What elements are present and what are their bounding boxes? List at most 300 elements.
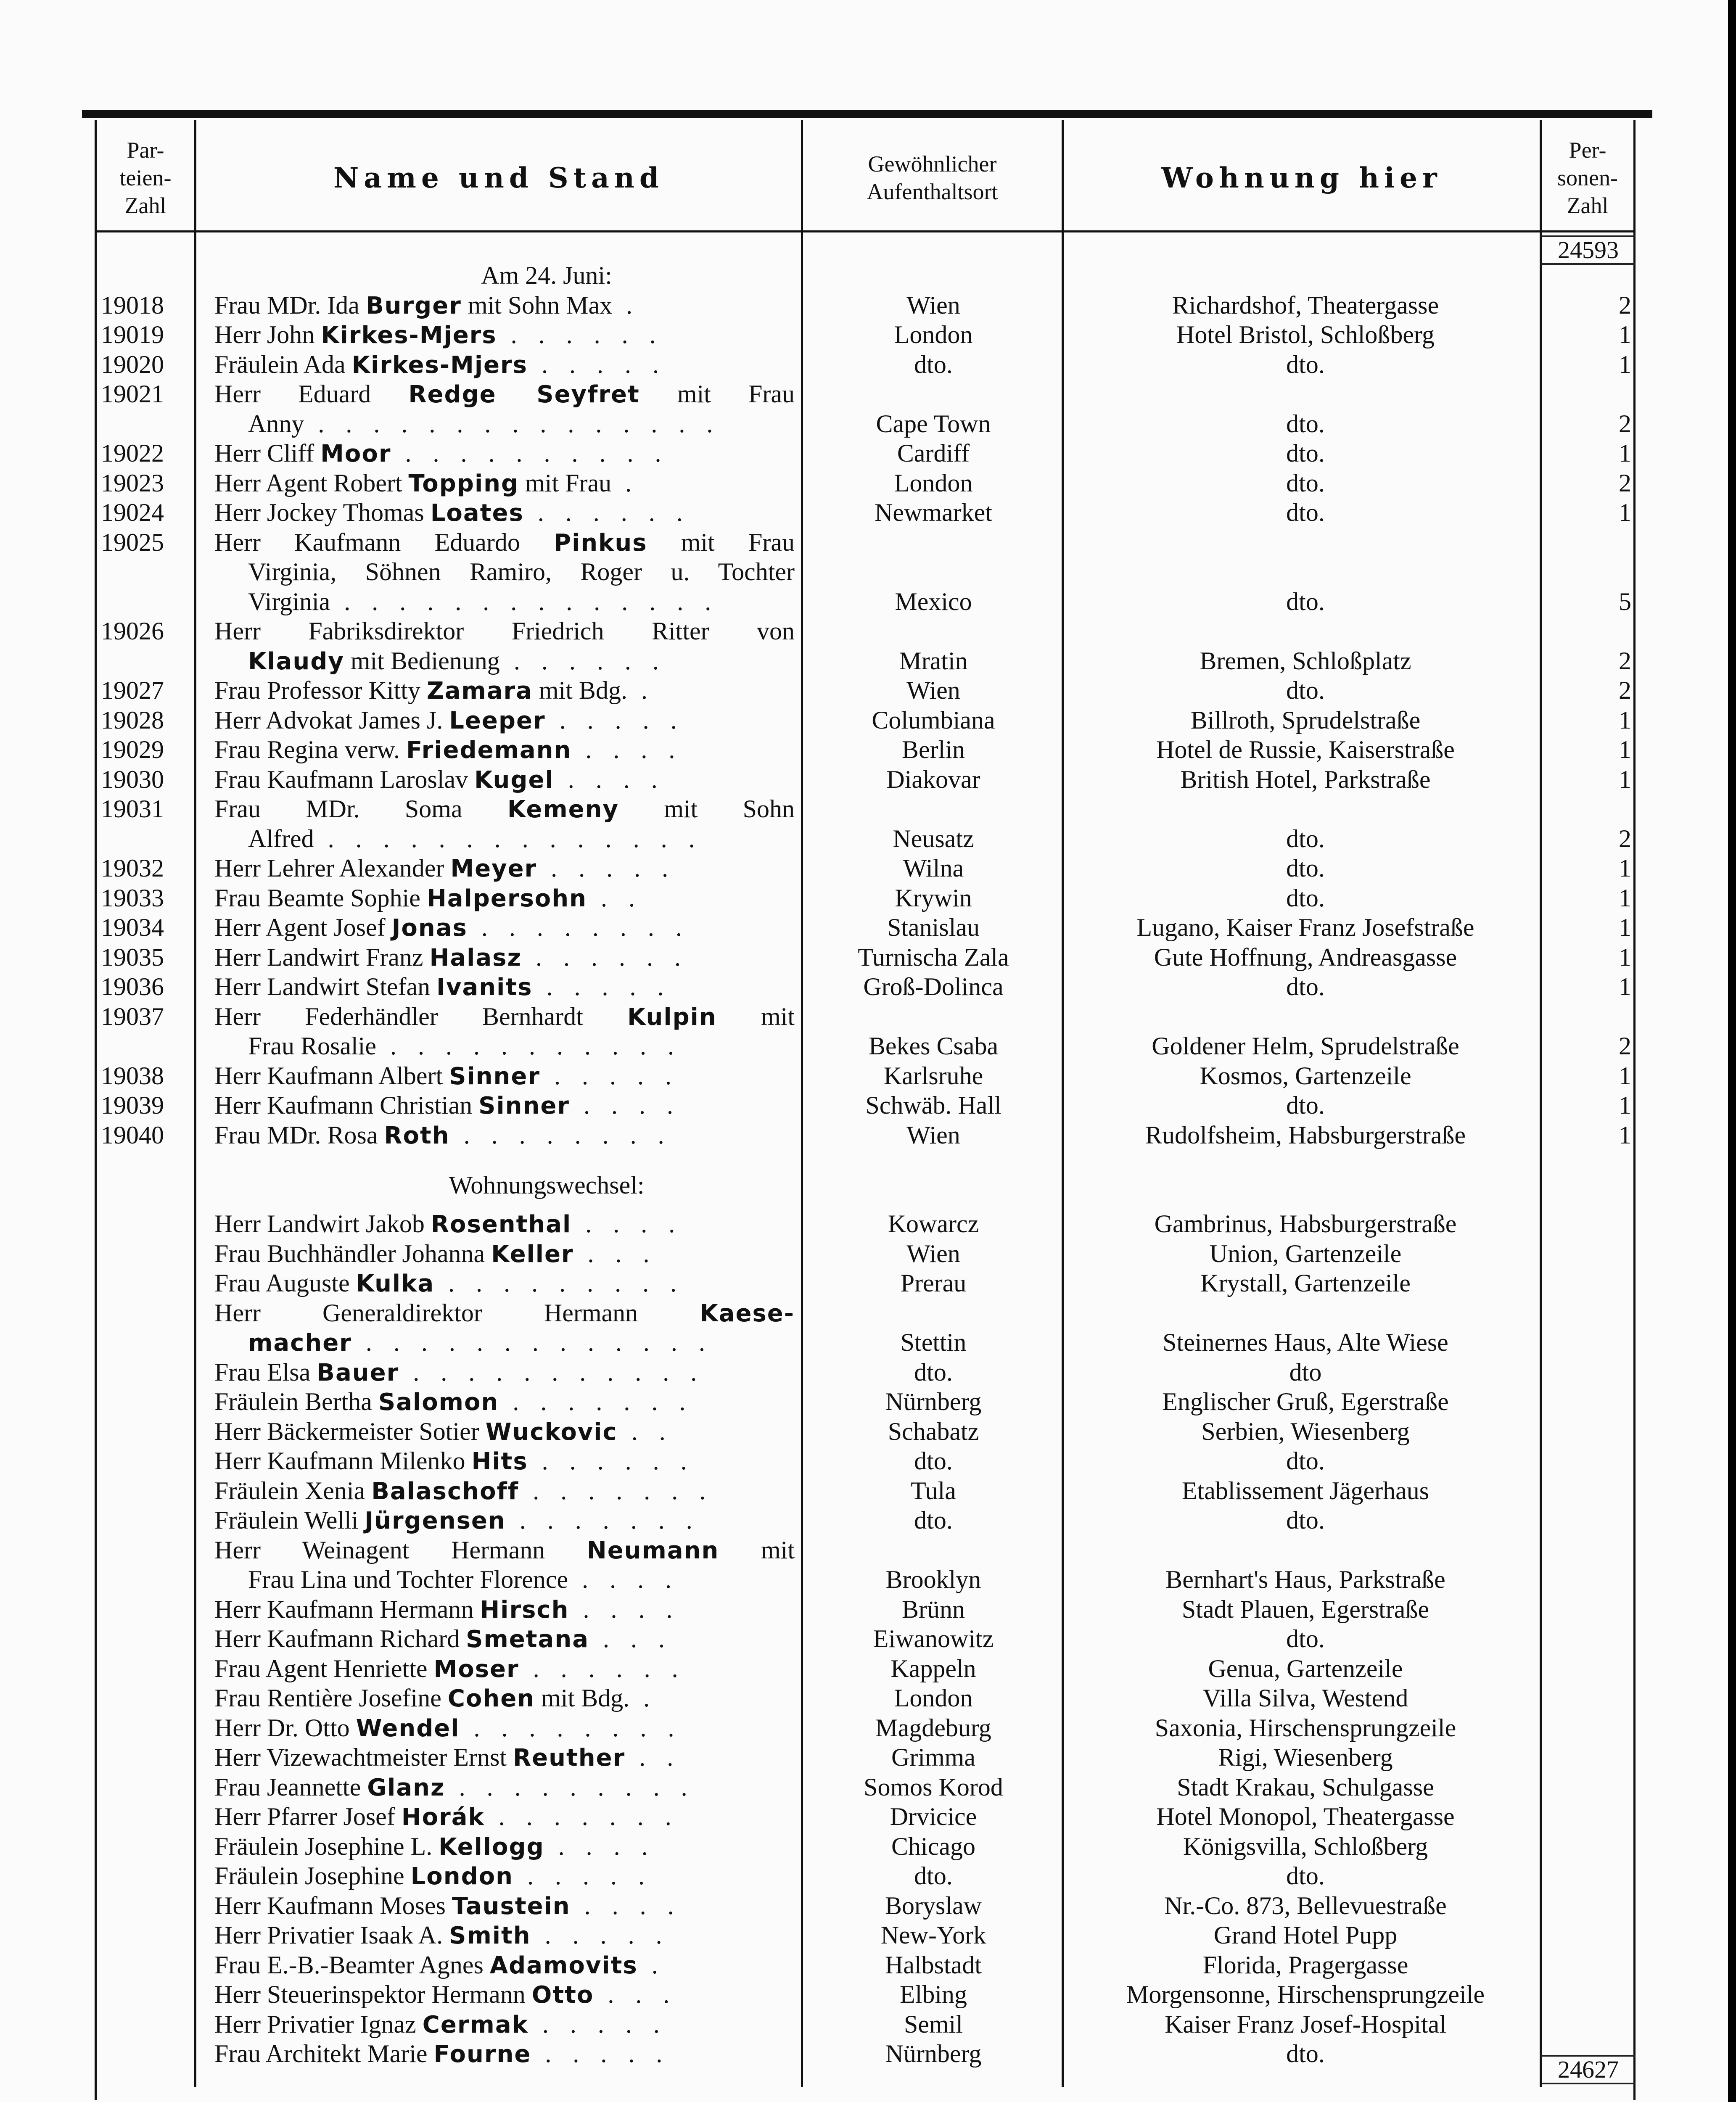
leader-dots: . xyxy=(612,291,640,319)
residence: Florida, Pragergasse xyxy=(1202,1951,1408,1979)
leader-dots: . . . . . . . . . . . xyxy=(376,1032,682,1060)
residence: dto. xyxy=(1286,824,1325,853)
residence: dto. xyxy=(1286,409,1325,438)
persons-count: 1 xyxy=(1619,350,1631,378)
origin: Boryslaw xyxy=(885,1891,982,1920)
persons-count: 1 xyxy=(1619,706,1631,734)
leader-dots: . xyxy=(611,469,639,497)
persons-count: 1 xyxy=(1619,973,1631,1001)
leader-dots: . xyxy=(637,1951,666,1979)
leader-dots: . . . . . . xyxy=(528,1447,695,1475)
origin: Mexico xyxy=(895,587,972,615)
name-text: Frau MDr. Soma xyxy=(214,795,507,823)
origin: London xyxy=(894,469,973,497)
entry-name xyxy=(214,320,795,349)
name-text: Herr Vizewachtmeister Ernst xyxy=(214,1743,513,1771)
entry-name xyxy=(214,943,795,972)
residence: Morgensonne, Hirschensprungzeile xyxy=(1126,1981,1485,2008)
persons-count: 1 xyxy=(1619,765,1631,793)
entry-name xyxy=(214,350,795,379)
name-text: Herr Bäckermeister Sotier xyxy=(214,1417,486,1445)
name-text: Frau Elsa xyxy=(214,1358,317,1386)
origin: Eiwanowitz xyxy=(873,1625,994,1653)
leader-dots: . . xyxy=(625,1743,681,1771)
leader-dots: . . . . . xyxy=(513,1862,653,1890)
entry-name xyxy=(214,498,795,527)
entry-name xyxy=(214,1950,795,1980)
entry-number: 19030 xyxy=(101,765,164,793)
name-text: Frau E.-B.-Beamter Agnes xyxy=(214,1951,490,1979)
entry-number: 19037 xyxy=(101,1002,164,1030)
entry-name xyxy=(214,1595,795,1624)
surname: Horák xyxy=(401,1804,485,1831)
name-text: Frau Buchhändler Johanna xyxy=(214,1239,491,1268)
persons-count: 1 xyxy=(1619,943,1631,971)
entry-name xyxy=(214,1505,795,1535)
surname: Hits xyxy=(471,1448,528,1475)
surname: Moor xyxy=(320,440,391,467)
origin: Wien xyxy=(906,291,960,319)
header-bottom-rule xyxy=(95,230,1636,232)
name-text: Herr Kaufmann Eduardo xyxy=(214,528,554,556)
residence: Nr.-Co. 873, Bellevuestraße xyxy=(1164,1891,1447,1920)
surname: Zamara xyxy=(426,677,533,705)
surname: Redge Seyfret xyxy=(408,381,640,408)
surname: Kaese- xyxy=(700,1299,795,1327)
name-text: Frau Rosalie xyxy=(248,1032,376,1060)
surname: Fourne xyxy=(433,2041,531,2068)
name-text: mit Bdg. xyxy=(532,676,627,704)
entry-name xyxy=(248,1565,795,1594)
leader-dots: . . . . xyxy=(570,1091,681,1119)
entry-name xyxy=(248,1328,795,1357)
name-text: Herr John xyxy=(214,321,321,349)
origin: Prerau xyxy=(900,1269,967,1297)
entry-number: 19039 xyxy=(101,1091,164,1119)
residence: dto. xyxy=(1286,1447,1325,1475)
name-text: mit Frau xyxy=(519,469,612,497)
name-text: Herr Landwirt Jakob xyxy=(214,1210,431,1238)
residence: dto. xyxy=(1286,1506,1325,1534)
name-text: Frau Regina verw. xyxy=(214,736,406,763)
entry-name xyxy=(248,409,795,438)
leader-dots: . . . . . . xyxy=(497,321,663,349)
name-text: mit Sohn xyxy=(619,795,795,823)
leader-dots: . . . . . xyxy=(531,2040,670,2068)
name-text: mit Frau xyxy=(639,380,795,408)
residence: Genua, Gartenzeile xyxy=(1208,1654,1403,1682)
entry-name xyxy=(214,705,795,735)
entry-name xyxy=(214,1980,795,2009)
persons-count: 2 xyxy=(1619,824,1631,853)
surname: Cermak xyxy=(422,2011,528,2039)
origin: Grimma xyxy=(891,1743,975,1771)
leader-dots: . . . . . xyxy=(545,706,684,734)
name-text: Virginia, Söhnen Ramiro, Roger u. Tochter xyxy=(248,558,795,586)
origin: dto. xyxy=(914,1447,953,1475)
name-text: Frau Architekt Marie xyxy=(214,2040,434,2068)
residence: dto. xyxy=(1286,439,1325,467)
entry-name xyxy=(214,1298,795,1328)
name-text: Frau Kaufmann Laroslav xyxy=(214,765,475,793)
surname: Moser xyxy=(433,1655,519,1683)
entry-number: 19020 xyxy=(101,350,164,378)
residence: dto. xyxy=(1286,973,1325,1001)
leader-dots: . . . . . . . . xyxy=(467,914,690,941)
entry-name xyxy=(214,972,795,1001)
name-text: Herr Kaufmann Moses xyxy=(214,1891,452,1920)
name-text: Herr Kaufmann Christian xyxy=(214,1091,479,1119)
residence: dto. xyxy=(1286,676,1325,704)
surname: Glanz xyxy=(367,1774,445,1801)
entry-name xyxy=(248,1031,795,1061)
persons-count: 1 xyxy=(1619,1091,1631,1119)
origin: Halbstadt xyxy=(885,1951,982,1979)
name-text: Herr Agent Josef xyxy=(214,914,392,941)
surname: Smith xyxy=(449,1922,531,1949)
name-text: Herr Pfarrer Josef xyxy=(214,1803,402,1830)
entry-name xyxy=(214,379,795,409)
persons-count: 1 xyxy=(1619,914,1631,941)
section-change: Wohnungswechsel: xyxy=(449,1171,645,1199)
origin: Somos Korod xyxy=(864,1773,1003,1801)
total-carried: 24593 xyxy=(1541,235,1636,265)
residence: Goldener Helm, Sprudelstraße xyxy=(1152,1032,1459,1060)
origin: Schwäb. Hall xyxy=(865,1091,1001,1119)
name-text: Frau Beamte Sophie xyxy=(214,884,427,912)
name-text: Herr Landwirt Stefan xyxy=(214,973,437,1001)
scan-edge xyxy=(1728,0,1736,2102)
name-text: Herr Privatier Isaak A. xyxy=(214,1921,449,1949)
entry-name xyxy=(214,1832,795,1861)
entry-number: 19021 xyxy=(101,380,164,408)
name-text: Herr Lehrer Alexander xyxy=(214,854,451,882)
origin: Stettin xyxy=(900,1328,967,1356)
persons-count: 1 xyxy=(1619,439,1631,467)
origin: Semil xyxy=(904,2010,963,2038)
name-text: Alfred xyxy=(248,824,314,853)
surname: Otto xyxy=(531,1981,594,2009)
origin: Kappeln xyxy=(890,1654,976,1682)
entry-name xyxy=(214,1120,795,1150)
persons-count: 1 xyxy=(1619,321,1631,349)
entry-name xyxy=(214,1268,795,1298)
persons-count: 2 xyxy=(1619,676,1631,704)
entry-name xyxy=(214,2010,795,2039)
leader-dots: . . . . . . . xyxy=(519,1476,713,1505)
entry-name xyxy=(214,883,795,913)
entry-number: 19028 xyxy=(101,706,164,734)
entry-number: 19023 xyxy=(101,469,164,497)
surname: Keller xyxy=(491,1240,574,1268)
residence: Hotel Monopol, Theatergasse xyxy=(1156,1803,1455,1830)
total-final: 24627 xyxy=(1541,2055,1636,2084)
leader-dots: . . . . . . . . . . . xyxy=(399,1358,705,1386)
residence: dto. xyxy=(1286,587,1325,615)
name-text: Herr Advokat James J. xyxy=(214,706,449,734)
name-text: Fräulein Bertha xyxy=(214,1388,378,1415)
name-text: Herr Kaufmann Milenko xyxy=(214,1447,472,1475)
name-text: Herr Landwirt Franz xyxy=(214,943,430,971)
entry-number: 19027 xyxy=(101,676,164,704)
leader-dots: . . . . . . . xyxy=(505,1506,700,1534)
residence: dto. xyxy=(1286,1091,1325,1119)
header-persons: Per- sonen- Zahl xyxy=(1557,137,1618,218)
name-text: Herr Kaufmann Albert xyxy=(214,1062,449,1090)
leader-dots: . . . . . . . . xyxy=(449,1121,672,1149)
name-text: Herr Steuerinspektor Hermann xyxy=(214,1981,532,2008)
leader-dots: . . xyxy=(587,884,642,912)
leader-dots: . . . . . . xyxy=(523,499,690,526)
leader-dots: . . . . . . . . . . xyxy=(391,439,669,467)
persons-count: 1 xyxy=(1619,736,1631,763)
residence: Lugano, Kaiser Franz Josefstraße xyxy=(1136,914,1474,941)
name-text: Herr Generaldirektor Hermann xyxy=(214,1299,700,1327)
entry-name xyxy=(214,468,795,498)
column-rule xyxy=(95,120,97,2100)
entry-name xyxy=(214,1772,795,1802)
entry-name xyxy=(214,290,795,320)
leader-dots: . xyxy=(629,1684,658,1712)
leader-dots: . . . . . . . . . . . . . . xyxy=(314,824,703,853)
residence: Rigi, Wiesenberg xyxy=(1218,1743,1393,1771)
entry-number: 19031 xyxy=(101,795,164,823)
surname: Kemeny xyxy=(507,796,619,823)
residence: dto. xyxy=(1286,1625,1325,1653)
residence: Stadt Krakau, Schulgasse xyxy=(1177,1773,1434,1801)
leader-dots: . . . . . . . xyxy=(484,1803,679,1830)
surname: Adamovits xyxy=(489,1951,638,1979)
entry-name xyxy=(214,1654,795,1683)
origin: Stanislau xyxy=(887,914,980,941)
entry-name xyxy=(214,2039,795,2068)
origin: Schabatz xyxy=(888,1417,979,1445)
name-text: mit Frau xyxy=(647,528,795,556)
residence: dto. xyxy=(1286,499,1325,526)
surname: Roth xyxy=(384,1122,450,1149)
name-text: mit Bdg. xyxy=(535,1684,630,1712)
origin: Wien xyxy=(906,1239,960,1268)
residence: Krystall, Gartenzeile xyxy=(1200,1269,1411,1297)
entry-name xyxy=(214,1861,795,1891)
leader-dots: . . . . . . . . . . . . . . xyxy=(330,587,719,615)
residence: Bremen, Schloßplatz xyxy=(1200,647,1411,675)
surname: Kulpin xyxy=(627,1003,717,1031)
residence: British Hotel, Parkstraße xyxy=(1180,765,1431,793)
entry-number: 19035 xyxy=(101,943,164,971)
entry-name xyxy=(214,1802,795,1831)
name-text: Herr Federhändler Bernhardt xyxy=(214,1002,628,1030)
entry-name xyxy=(214,1239,795,1268)
residence: dto. xyxy=(1286,469,1325,497)
entry-number: 19040 xyxy=(101,1121,164,1149)
entry-name xyxy=(214,1357,795,1387)
entry-name xyxy=(214,1624,795,1653)
name-text: Herr Kaufmann Richard xyxy=(214,1625,466,1653)
surname: Wendel xyxy=(356,1714,460,1742)
leader-dots: . . . . xyxy=(571,736,683,763)
entry-number: 19033 xyxy=(101,884,164,912)
surname: Pinkus xyxy=(554,529,647,557)
entry-name xyxy=(214,1417,795,1446)
residence: dto. xyxy=(1286,1862,1325,1890)
origin: Elbing xyxy=(900,1981,967,2008)
surname: Jonas xyxy=(391,914,468,942)
entry-number: 19022 xyxy=(101,439,164,467)
residence: Bernhart's Haus, Parkstraße xyxy=(1165,1566,1445,1593)
leader-dots: . xyxy=(627,676,655,704)
residence: Hotel Bristol, Schloßberg xyxy=(1176,321,1435,349)
name-text: Herr Cliff xyxy=(214,439,321,467)
leader-dots: . . . . . xyxy=(532,973,671,1001)
column-rule xyxy=(194,120,196,2087)
persons-count: 2 xyxy=(1619,469,1631,497)
entry-name xyxy=(214,853,795,883)
entry-name xyxy=(214,765,795,794)
surname: Kugel xyxy=(474,766,554,794)
origin: Chicago xyxy=(891,1832,975,1860)
surname: Wuckovic xyxy=(485,1418,618,1446)
origin: Nürnberg xyxy=(885,2040,982,2068)
origin: Groß-Dolinca xyxy=(863,973,1004,1001)
name-text: Fräulein Ada xyxy=(214,350,352,378)
origin: Tula xyxy=(911,1476,956,1505)
name-text: Frau Agent Henriette xyxy=(214,1654,434,1682)
leader-dots: . . . . xyxy=(568,1566,679,1593)
entry-name xyxy=(214,1713,795,1743)
residence: Villa Silva, Westend xyxy=(1202,1684,1408,1712)
residence: Richardshof, Theatergasse xyxy=(1172,291,1439,319)
header-name: Name und Stand xyxy=(333,161,664,194)
name-text: Fräulein Welli xyxy=(214,1506,365,1534)
entry-name xyxy=(214,1476,795,1505)
origin: Drvicice xyxy=(890,1803,977,1830)
entry-number: 19025 xyxy=(101,528,164,556)
name-text: Frau Lina und Tochter Florence xyxy=(248,1566,568,1593)
surname: Rosenthal xyxy=(431,1211,572,1238)
entry-name xyxy=(214,1091,795,1120)
header-number: Par- teien- Zahl xyxy=(119,137,172,218)
origin: Brooklyn xyxy=(885,1566,981,1593)
name-text: Herr Kaufmann Hermann xyxy=(214,1595,480,1623)
name-text: Frau Jeannette xyxy=(214,1773,367,1801)
surname: Halpersohn xyxy=(426,885,587,912)
leader-dots: . . . . xyxy=(569,1595,680,1623)
persons-count: 2 xyxy=(1619,409,1631,438)
surname: Kellogg xyxy=(439,1833,544,1861)
residence: Billroth, Sprudelstraße xyxy=(1190,706,1421,734)
entry-name xyxy=(248,557,795,586)
entry-name xyxy=(214,438,795,468)
surname: Cohen xyxy=(447,1685,535,1712)
origin: Cape Town xyxy=(876,409,991,438)
entry-number: 19038 xyxy=(101,1062,164,1090)
surname: London xyxy=(410,1863,514,1890)
residence: Serbien, Wiesenberg xyxy=(1201,1417,1410,1445)
residence: Steinernes Haus, Alte Wiese xyxy=(1163,1328,1448,1356)
name-text: Frau MDr. Ida xyxy=(214,291,366,319)
origin: Mratin xyxy=(899,647,968,675)
residence: Rudolfsheim, Habsburgerstraße xyxy=(1145,1121,1466,1149)
entry-name xyxy=(248,646,795,676)
entry-name xyxy=(214,1891,795,1920)
surname: macher xyxy=(248,1329,352,1357)
leader-dots: . . . . xyxy=(544,1832,655,1860)
name-text: Frau Rentière Josefine xyxy=(214,1684,448,1712)
leader-dots: . . . . xyxy=(554,765,665,793)
entry-name xyxy=(214,1683,795,1713)
entry-name xyxy=(214,1535,795,1565)
surname: Sinner xyxy=(478,1092,570,1120)
leader-dots: . . . xyxy=(573,1239,657,1268)
entry-number: 19029 xyxy=(101,736,164,763)
origin: Berlin xyxy=(902,736,965,763)
entry-name xyxy=(214,1743,795,1772)
origin: Brünn xyxy=(902,1595,965,1623)
leader-dots: . . . . xyxy=(570,1891,682,1920)
leader-dots: . . . . . . xyxy=(522,943,689,971)
origin: Wilna xyxy=(903,854,964,882)
origin: Columbiana xyxy=(872,706,995,734)
persons-count: 5 xyxy=(1619,587,1631,615)
surname: Balaschoff xyxy=(371,1477,519,1505)
origin: Karlsruhe xyxy=(883,1062,983,1090)
leader-dots: . . xyxy=(617,1417,673,1445)
origin: Magdeburg xyxy=(875,1714,991,1742)
entry-name xyxy=(214,735,795,764)
column-rule xyxy=(1062,120,1064,2087)
origin: Wien xyxy=(906,1121,960,1149)
residence: Königsvilla, Schloßberg xyxy=(1183,1832,1428,1860)
persons-count: 1 xyxy=(1619,854,1631,882)
residence: Gambrinus, Habsburgerstraße xyxy=(1154,1210,1457,1238)
name-text: Herr Weinagent Hermann xyxy=(214,1536,587,1564)
origin: London xyxy=(894,321,973,349)
leader-dots: . . . . . xyxy=(528,2010,667,2038)
origin: dto. xyxy=(914,1506,953,1534)
leader-dots: . . . . . . . . xyxy=(460,1714,682,1742)
origin: Diakovar xyxy=(886,765,980,793)
persons-count: 1 xyxy=(1619,499,1631,526)
top-rule xyxy=(82,110,1652,118)
entry-number: 19018 xyxy=(101,291,164,319)
name-text: Anny xyxy=(248,409,304,438)
leader-dots: . . . . . xyxy=(531,1921,670,1949)
residence: Kosmos, Gartenzeile xyxy=(1200,1062,1411,1090)
surname: Halasz xyxy=(429,944,522,972)
entry-name xyxy=(214,1446,795,1476)
leader-dots: . . . xyxy=(589,1625,672,1653)
leader-dots: . . . . . . xyxy=(519,1654,686,1682)
residence: Saxonia, Hirschensprungzeile xyxy=(1155,1714,1456,1742)
origin: Newmarket xyxy=(875,499,992,526)
residence: Kaiser Franz Josef-Hospital xyxy=(1165,2010,1446,2038)
name-text: Frau Auguste xyxy=(214,1269,356,1297)
residence: Stadt Plauen, Egerstraße xyxy=(1181,1595,1429,1623)
persons-count: 1 xyxy=(1619,1062,1631,1090)
persons-count: 2 xyxy=(1619,291,1631,319)
entry-name xyxy=(214,676,795,705)
leader-dots: . . . . . xyxy=(537,854,676,882)
origin: Turnischa Zala xyxy=(858,943,1009,971)
entry-number: 19019 xyxy=(101,321,164,349)
origin: Krywin xyxy=(895,884,972,912)
entry-name xyxy=(248,824,795,853)
origin: Kowarcz xyxy=(888,1210,979,1238)
origin: Neusatz xyxy=(893,824,974,853)
leader-dots: . . . . . xyxy=(527,350,666,378)
surname: Salomon xyxy=(378,1389,499,1416)
